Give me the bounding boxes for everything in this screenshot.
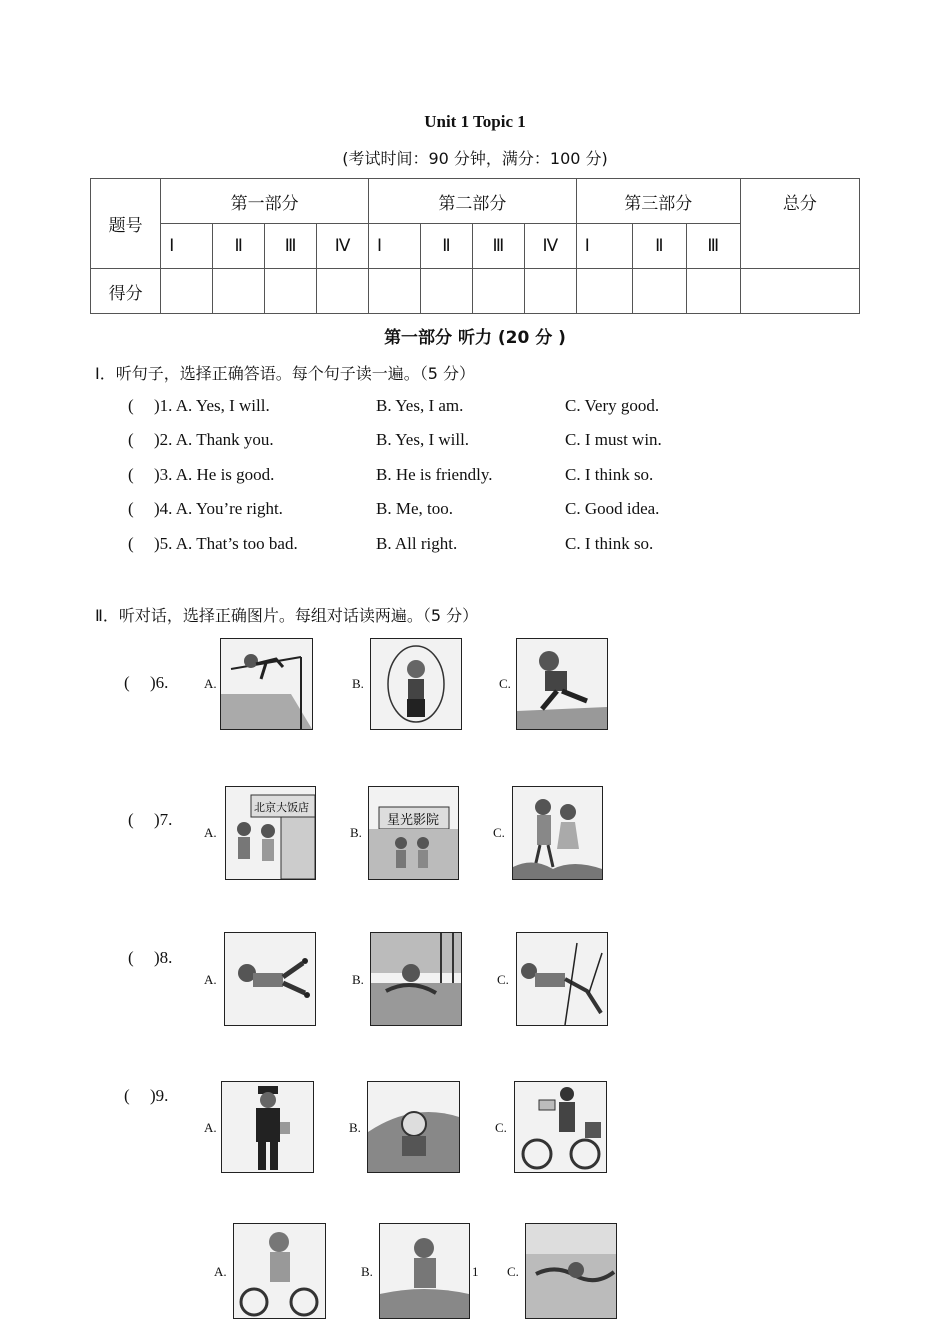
q2-option-b[interactable]: B. Yes, I will. [376,430,470,449]
high-jump-picture [221,639,312,729]
q7-number: )7. [154,810,173,829]
q10-letter-a: A. [214,1264,227,1279]
score-cell[interactable] [265,269,317,314]
park-walk-picture [513,787,602,879]
q9-letter-b: B. [349,1120,361,1135]
q10-letter-b: B. [361,1264,373,1279]
question-number-label: 题号 [91,179,161,269]
p3-section: Ⅲ [686,224,740,269]
q6-letter-c: C. [499,676,511,691]
q7-image-a[interactable] [225,786,316,880]
q6-image-b[interactable] [370,638,462,730]
skiing-picture [517,933,607,1025]
q6-image-c[interactable] [516,638,608,730]
score-cell[interactable] [369,269,421,314]
total-header [740,179,859,269]
q8-image-c[interactable] [516,932,608,1026]
q8-letter-c: C. [497,972,509,987]
q5-option-b[interactable]: B. All right. [376,534,458,553]
q9-letter-a: A. [204,1120,217,1135]
motorcycle-picture [380,1224,469,1318]
q4-option-a[interactable]: )4. A. You’re right. [154,499,283,518]
hotel-meeting-picture [226,787,315,879]
score-cell[interactable] [576,269,632,314]
q7-letter-a: A. [204,825,217,840]
police-officer-picture [222,1082,313,1172]
q1-option-a[interactable]: )1. A. Yes, I will. [154,396,270,415]
q3-option-c[interactable]: C. I think so. [565,465,654,484]
q2-option-c[interactable]: C. I must win. [565,430,662,449]
score-cell[interactable] [686,269,740,314]
q8-paren[interactable]: ( [128,948,134,967]
total-score-cell[interactable] [740,269,859,314]
section-1-heading: Ⅰ．听句子，选择正确答语。每个句子读一遍。（5 分） [95,364,475,383]
q9-number: )9. [150,1086,169,1105]
q8-letter-b: B. [352,972,364,987]
q4-option-c[interactable]: C. Good idea. [565,499,660,518]
q9-letter-c: C. [495,1120,507,1135]
p2-section: Ⅰ [369,224,421,269]
page-title: Unit 1 Topic 1 [424,112,526,131]
swimming-girl-picture [526,1224,616,1318]
p1-section: Ⅱ [213,224,265,269]
q5-option-a[interactable]: )5. A. That’s too bad. [154,534,298,553]
skating-picture [225,933,315,1025]
q1-paren[interactable]: ( [128,396,134,415]
p1-section: Ⅰ [161,224,213,269]
q1-option-c[interactable]: C. Very good. [565,396,660,415]
page-number: 1 [472,1264,479,1279]
score-label: 得分 [91,269,161,314]
total-label: 总分 [782,194,817,214]
p3-section: Ⅱ [632,224,686,269]
exam-info: (考试时间：90 分钟，满分：100 分) [342,149,608,168]
q9-paren[interactable]: ( [124,1086,130,1105]
q7-letter-b: B. [350,825,362,840]
q1-option-b[interactable]: B. Yes, I am. [376,396,464,415]
q3-option-b[interactable]: B. He is friendly. [376,465,493,484]
swimming-pool-picture [371,933,461,1025]
q10-image-a[interactable] [233,1223,326,1319]
q5-option-c[interactable]: C. I think so. [565,534,654,553]
part-1-heading: 第一部分 听力 (20 分 ) [384,328,566,348]
q2-paren[interactable]: ( [128,430,134,449]
score-cell[interactable] [420,269,472,314]
q6-letter-a: A. [204,676,217,691]
racer-picture [368,1082,459,1172]
section-2-heading: Ⅱ．听对话，选择正确图片。每组对话读两遍。（5 分） [95,606,479,625]
q10-image-c[interactable] [525,1223,617,1319]
score-table [90,178,860,314]
girl-cycling-picture [234,1224,325,1318]
p1-section: Ⅳ [317,224,369,269]
p2-section: Ⅳ [524,224,576,269]
q8-image-b[interactable] [370,932,462,1026]
q10-letter-c: C. [507,1264,519,1279]
score-cell[interactable] [213,269,265,314]
cinema-sign-text: 星光影院 [387,813,440,828]
jump-rope-picture [371,639,461,729]
score-cell[interactable] [317,269,369,314]
q7-image-b[interactable] [368,786,459,880]
q9-image-b[interactable] [367,1081,460,1173]
cinema-picture [369,787,458,879]
part-1-header: 第一部分 [161,179,369,224]
q10-image-b[interactable] [379,1223,470,1319]
q9-image-c[interactable] [514,1081,607,1173]
q8-number: )8. [154,948,173,967]
q6-letter-b: B. [352,676,364,691]
q9-image-a[interactable] [221,1081,314,1173]
q2-option-a[interactable]: )2. A. Thank you. [154,430,274,449]
score-cell[interactable] [161,269,213,314]
long-jump-picture [517,639,607,729]
p2-section: Ⅱ [420,224,472,269]
score-cell[interactable] [632,269,686,314]
q7-image-c[interactable] [512,786,603,880]
q5-paren[interactable]: ( [128,534,134,553]
score-cell[interactable] [524,269,576,314]
p3-section: Ⅰ [576,224,632,269]
q8-letter-a: A. [204,972,217,987]
q6-number: )6. [150,673,169,692]
q6-image-a[interactable] [220,638,313,730]
q4-paren[interactable]: ( [128,499,134,518]
part-2-header: 第二部分 [369,179,577,224]
p2-section: Ⅲ [472,224,524,269]
q4-option-b[interactable]: B. Me, too. [376,499,453,518]
q6-paren[interactable]: ( [124,673,130,692]
postman-bicycle-picture [515,1082,606,1172]
q3-option-a[interactable]: )3. A. He is good. [154,465,275,484]
p1-section: Ⅲ [265,224,317,269]
q7-letter-c: C. [493,825,505,840]
hotel-sign-text: 北京大饭店 [254,801,309,814]
q8-image-a[interactable] [224,932,316,1026]
q7-paren[interactable]: ( [128,810,134,829]
q3-paren[interactable]: ( [128,465,134,484]
part-3-header: 第三部分 [576,179,740,224]
score-cell[interactable] [472,269,524,314]
